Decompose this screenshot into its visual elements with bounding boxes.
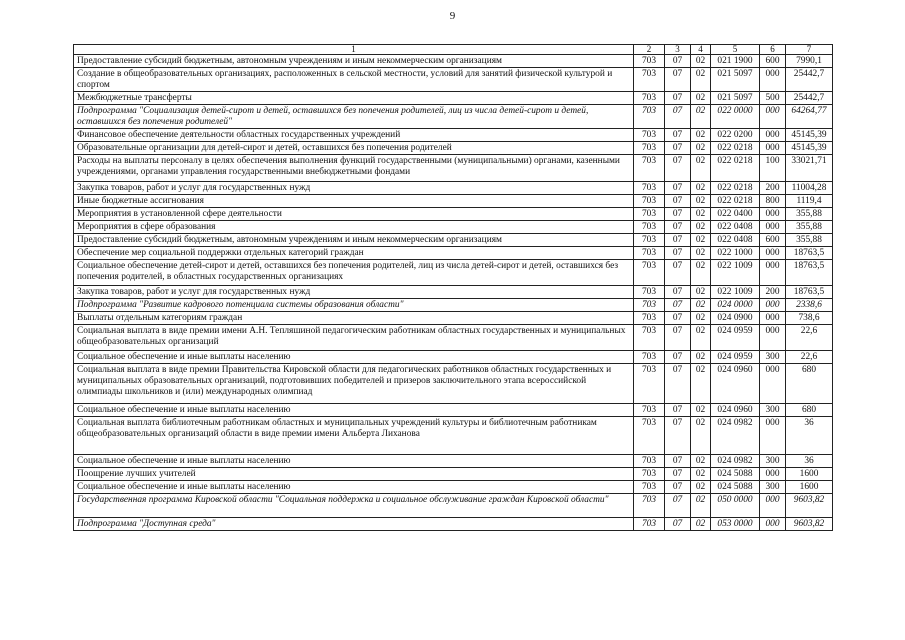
cell-grbs: 703	[634, 481, 665, 494]
cell-pr: 02	[691, 351, 711, 364]
header-col-2: 2	[634, 45, 665, 55]
cell-vr: 000	[760, 142, 786, 155]
cell-name: Закупка товаров, работ и услуг для государственных нужд	[74, 286, 634, 299]
cell-sum: 22,6	[786, 325, 833, 351]
cell-name: Социальное обеспечение и иные выплаты населению	[74, 404, 634, 417]
cell-grbs: 703	[634, 55, 665, 68]
cell-csr: 022 0218	[711, 155, 760, 182]
cell-sum: 25442,7	[786, 92, 833, 105]
cell-name: Социальное обеспечение и иные выплаты населению	[74, 455, 634, 468]
cell-sum: 33021,71	[786, 155, 833, 182]
cell-sum: 7990,1	[786, 55, 833, 68]
cell-sum: 2338,6	[786, 299, 833, 312]
cell-sum: 36	[786, 417, 833, 455]
cell-grbs: 703	[634, 364, 665, 404]
cell-name: Социальное обеспечение и иные выплаты населению	[74, 481, 634, 494]
cell-csr: 022 1000	[711, 247, 760, 260]
cell-pr: 02	[691, 312, 711, 325]
cell-pr: 02	[691, 494, 711, 518]
cell-pr: 02	[691, 417, 711, 455]
table-row	[74, 351, 833, 364]
cell-csr: 024 0000	[711, 299, 760, 312]
cell-grbs: 703	[634, 468, 665, 481]
cell-csr: 021 5097	[711, 68, 760, 92]
cell-name: Мероприятия в установленной сфере деятельности	[74, 208, 634, 221]
cell-rz: 07	[665, 312, 691, 325]
cell-rz: 07	[665, 182, 691, 195]
cell-grbs: 703	[634, 129, 665, 142]
cell-rz: 07	[665, 299, 691, 312]
cell-csr: 021 1900	[711, 55, 760, 68]
cell-grbs: 703	[634, 260, 665, 286]
cell-grbs: 703	[634, 234, 665, 247]
cell-grbs: 703	[634, 247, 665, 260]
cell-sum: 22,6	[786, 351, 833, 364]
cell-name: Создание в общеобразовательных организациях, расположенных в сельской местности, условий для занятий физической культурой и спортом	[74, 68, 634, 92]
cell-grbs: 703	[634, 105, 665, 129]
cell-grbs: 703	[634, 195, 665, 208]
table-row	[74, 105, 833, 129]
cell-grbs: 703	[634, 404, 665, 417]
cell-name: Финансовое обеспечение деятельности областных государственных учреждений	[74, 129, 634, 142]
cell-vr: 600	[760, 55, 786, 68]
table-row	[74, 221, 833, 234]
cell-rz: 07	[665, 468, 691, 481]
cell-pr: 02	[691, 299, 711, 312]
cell-name: Подпрограмма "Развитие кадрового потенциала системы образования области"	[74, 299, 634, 312]
cell-vr: 100	[760, 155, 786, 182]
header-col-5: 5	[711, 45, 760, 55]
cell-sum: 1119,4	[786, 195, 833, 208]
cell-grbs: 703	[634, 455, 665, 468]
cell-csr: 022 0408	[711, 221, 760, 234]
cell-vr: 600	[760, 234, 786, 247]
table-row	[74, 494, 833, 518]
cell-pr: 02	[691, 129, 711, 142]
cell-name: Социальная выплата в виде премии Правительства Кировской области для педагогических работников областных государственных и муниципальных образовательных организаций, подготовивших победителей и призеров заключительного этапа всероссийской олимпиады школьников и (или) международных олимпиад	[74, 364, 634, 404]
cell-rz: 07	[665, 221, 691, 234]
cell-grbs: 703	[634, 68, 665, 92]
cell-vr: 200	[760, 182, 786, 195]
table-row	[74, 92, 833, 105]
cell-pr: 02	[691, 68, 711, 92]
table-row	[74, 417, 833, 455]
cell-sum: 18763,5	[786, 247, 833, 260]
cell-pr: 02	[691, 481, 711, 494]
cell-name: Расходы на выплаты персоналу в целях обеспечения выполнения функций государственными (муниципальными) органами, казенными учреждениями, органами управления государственными внебюджетными фондами	[74, 155, 634, 182]
cell-vr: 300	[760, 351, 786, 364]
table-header-row	[74, 45, 833, 55]
cell-grbs: 703	[634, 286, 665, 299]
cell-vr: 300	[760, 481, 786, 494]
cell-vr: 000	[760, 247, 786, 260]
cell-pr: 02	[691, 92, 711, 105]
cell-rz: 07	[665, 105, 691, 129]
cell-rz: 07	[665, 351, 691, 364]
cell-name: Мероприятия в сфере образования	[74, 221, 634, 234]
cell-pr: 02	[691, 286, 711, 299]
cell-rz: 07	[665, 142, 691, 155]
cell-pr: 02	[691, 105, 711, 129]
cell-vr: 000	[760, 68, 786, 92]
cell-name: Социальное обеспечение и иные выплаты населению	[74, 351, 634, 364]
cell-name: Иные бюджетные ассигнования	[74, 195, 634, 208]
cell-pr: 02	[691, 221, 711, 234]
cell-vr: 000	[760, 105, 786, 129]
table-row	[74, 182, 833, 195]
cell-vr: 500	[760, 92, 786, 105]
table-row	[74, 364, 833, 404]
cell-sum: 11004,28	[786, 182, 833, 195]
header-col-4: 4	[691, 45, 711, 55]
cell-name: Образовательные организации для детей-сирот и детей, оставшихся без попечения родителей	[74, 142, 634, 155]
table-row	[74, 260, 833, 286]
cell-csr: 050 0000	[711, 494, 760, 518]
cell-vr: 000	[760, 299, 786, 312]
table-row	[74, 247, 833, 260]
table-row	[74, 404, 833, 417]
cell-grbs: 703	[634, 155, 665, 182]
cell-sum: 36	[786, 455, 833, 468]
table-row	[74, 325, 833, 351]
table-row	[74, 286, 833, 299]
cell-vr: 000	[760, 208, 786, 221]
table-row	[74, 68, 833, 92]
header-col-6: 6	[760, 45, 786, 55]
cell-csr: 022 0218	[711, 195, 760, 208]
cell-vr: 800	[760, 195, 786, 208]
cell-vr: 000	[760, 312, 786, 325]
table-row	[74, 155, 833, 182]
cell-rz: 07	[665, 518, 691, 531]
table-row	[74, 518, 833, 531]
cell-csr: 022 1009	[711, 260, 760, 286]
cell-rz: 07	[665, 247, 691, 260]
cell-rz: 07	[665, 260, 691, 286]
cell-grbs: 703	[634, 299, 665, 312]
cell-sum: 355,88	[786, 221, 833, 234]
cell-rz: 07	[665, 325, 691, 351]
page-number: 9	[449, 10, 456, 22]
cell-rz: 07	[665, 404, 691, 417]
cell-csr: 024 0982	[711, 455, 760, 468]
cell-pr: 02	[691, 155, 711, 182]
cell-pr: 02	[691, 364, 711, 404]
cell-rz: 07	[665, 417, 691, 455]
cell-vr: 000	[760, 468, 786, 481]
cell-csr: 024 5088	[711, 481, 760, 494]
cell-rz: 07	[665, 481, 691, 494]
cell-csr: 024 0900	[711, 312, 760, 325]
cell-sum: 18763,5	[786, 286, 833, 299]
cell-grbs: 703	[634, 92, 665, 105]
cell-pr: 02	[691, 247, 711, 260]
cell-grbs: 703	[634, 351, 665, 364]
cell-name: Государственная программа Кировской области "Социальная поддержка и социальное обслуживание граждан Кировской области"	[74, 494, 634, 518]
cell-sum: 680	[786, 364, 833, 404]
cell-grbs: 703	[634, 182, 665, 195]
cell-csr: 024 0959	[711, 351, 760, 364]
cell-rz: 07	[665, 494, 691, 518]
table-row	[74, 299, 833, 312]
cell-grbs: 703	[634, 221, 665, 234]
cell-csr: 022 0408	[711, 234, 760, 247]
table-row	[74, 142, 833, 155]
cell-name: Предоставление субсидий бюджетным, автономным учреждениям и иным некоммерческим организациям	[74, 55, 634, 68]
cell-csr: 022 1009	[711, 286, 760, 299]
cell-pr: 02	[691, 182, 711, 195]
cell-vr: 000	[760, 260, 786, 286]
cell-pr: 02	[691, 325, 711, 351]
cell-sum: 355,88	[786, 208, 833, 221]
cell-csr: 024 5088	[711, 468, 760, 481]
cell-grbs: 703	[634, 325, 665, 351]
cell-vr: 300	[760, 404, 786, 417]
cell-sum: 18763,5	[786, 260, 833, 286]
cell-sum: 9603,82	[786, 494, 833, 518]
cell-name: Социальная выплата в виде премии имени А.Н. Тепляшиной педагогическим работникам областных государственных и муниципальных общеобразовательных организаций	[74, 325, 634, 351]
cell-rz: 07	[665, 155, 691, 182]
cell-csr: 021 5097	[711, 92, 760, 105]
cell-name: Закупка товаров, работ и услуг для государственных нужд	[74, 182, 634, 195]
cell-csr: 022 0218	[711, 182, 760, 195]
cell-rz: 07	[665, 129, 691, 142]
cell-pr: 02	[691, 208, 711, 221]
cell-grbs: 703	[634, 208, 665, 221]
cell-pr: 02	[691, 142, 711, 155]
header-col-7: 7	[786, 45, 833, 55]
cell-csr: 024 0960	[711, 364, 760, 404]
cell-vr: 200	[760, 286, 786, 299]
cell-vr: 000	[760, 221, 786, 234]
header-col-3: 3	[665, 45, 691, 55]
cell-vr: 000	[760, 494, 786, 518]
cell-grbs: 703	[634, 417, 665, 455]
cell-pr: 02	[691, 518, 711, 531]
cell-csr: 022 0218	[711, 142, 760, 155]
cell-name: Межбюджетные трансферты	[74, 92, 634, 105]
cell-grbs: 703	[634, 494, 665, 518]
cell-sum: 355,88	[786, 234, 833, 247]
cell-rz: 07	[665, 55, 691, 68]
cell-name: Обеспечение мер социальной поддержки отдельных категорий граждан	[74, 247, 634, 260]
cell-name: Социальное обеспечение детей-сирот и детей, оставшихся без попечения родителей, лиц из числа детей-сирот и детей, оставшихся без попечения родителей, в областных государственных организациях	[74, 260, 634, 286]
cell-sum: 1600	[786, 481, 833, 494]
cell-rz: 07	[665, 234, 691, 247]
cell-rz: 07	[665, 68, 691, 92]
cell-pr: 02	[691, 234, 711, 247]
table-row	[74, 234, 833, 247]
cell-rz: 07	[665, 286, 691, 299]
cell-sum: 680	[786, 404, 833, 417]
header-col-1: 1	[74, 45, 634, 55]
cell-csr: 024 0960	[711, 404, 760, 417]
cell-pr: 02	[691, 195, 711, 208]
cell-pr: 02	[691, 468, 711, 481]
cell-pr: 02	[691, 55, 711, 68]
table-row	[74, 312, 833, 325]
cell-name: Предоставление субсидий бюджетным, автономным учреждениям и иным некоммерческим организациям	[74, 234, 634, 247]
table-row	[74, 129, 833, 142]
table-row	[74, 55, 833, 68]
cell-csr: 053 0000	[711, 518, 760, 531]
table-row	[74, 195, 833, 208]
cell-name: Социальная выплата библиотечным работникам областных и муниципальных учреждений культуры и библиотечным работникам общеобразовательных организаций области в виде премии имени Альберта Лиханова	[74, 417, 634, 455]
cell-rz: 07	[665, 195, 691, 208]
cell-vr: 300	[760, 455, 786, 468]
cell-csr: 022 0400	[711, 208, 760, 221]
cell-vr: 000	[760, 129, 786, 142]
cell-sum: 64264,77	[786, 105, 833, 129]
cell-rz: 07	[665, 364, 691, 404]
cell-vr: 000	[760, 364, 786, 404]
cell-sum: 45145,39	[786, 129, 833, 142]
cell-csr: 024 0982	[711, 417, 760, 455]
table-row	[74, 208, 833, 221]
cell-name: Подпрограмма "Доступная среда"	[74, 518, 634, 531]
table-row	[74, 468, 833, 481]
cell-sum: 9603,82	[786, 518, 833, 531]
cell-grbs: 703	[634, 312, 665, 325]
cell-sum: 1600	[786, 468, 833, 481]
budget-table	[73, 44, 833, 531]
cell-csr: 024 0959	[711, 325, 760, 351]
cell-name: Поощрение лучших учителей	[74, 468, 634, 481]
cell-vr: 000	[760, 417, 786, 455]
cell-pr: 02	[691, 260, 711, 286]
cell-csr: 022 0000	[711, 105, 760, 129]
cell-vr: 000	[760, 518, 786, 531]
cell-grbs: 703	[634, 142, 665, 155]
cell-csr: 022 0200	[711, 129, 760, 142]
table-row	[74, 455, 833, 468]
table-row	[74, 481, 833, 494]
cell-grbs: 703	[634, 518, 665, 531]
cell-vr: 000	[760, 325, 786, 351]
cell-pr: 02	[691, 455, 711, 468]
cell-rz: 07	[665, 455, 691, 468]
cell-name: Выплаты отдельным категориям граждан	[74, 312, 634, 325]
cell-sum: 45145,39	[786, 142, 833, 155]
cell-name: Подпрограмма "Социализация детей-сирот и детей, оставшихся без попечения родителей, лиц из числа детей-сирот и детей, оставшихся без попечения родителей"	[74, 105, 634, 129]
cell-sum: 25442,7	[786, 68, 833, 92]
cell-pr: 02	[691, 404, 711, 417]
cell-rz: 07	[665, 208, 691, 221]
cell-rz: 07	[665, 92, 691, 105]
cell-sum: 738,6	[786, 312, 833, 325]
